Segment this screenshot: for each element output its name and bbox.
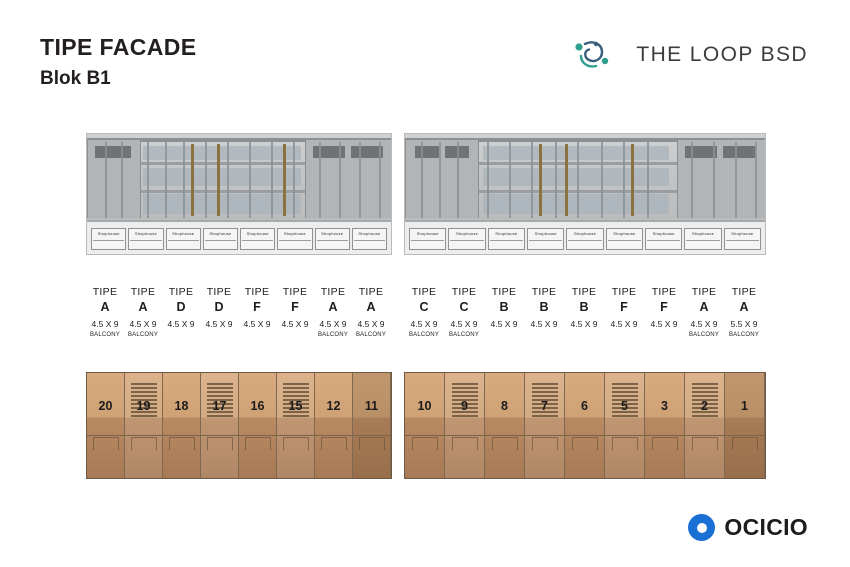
shophouse-label: Shophouse [209,231,232,236]
type-label-dimension: 4.5 X 9 [530,319,558,330]
type-label-note: BALCONY [688,332,720,339]
type-label-word: TIPE [130,286,156,298]
shophouse-sill [608,240,641,246]
plan-unit-number: 16 [250,399,265,413]
type-label-letter: D [214,300,224,315]
shophouse-sill [647,240,680,246]
type-label-note: BALCONY [408,332,440,339]
shophouse-label: Shophouse [691,231,715,236]
type-label-letter: B [499,300,509,315]
shophouse-unit [409,228,446,250]
shophouse-label: Shophouse [321,231,344,236]
plan-unit-number: 6 [581,399,588,413]
title-subtitle: Blok B1 [40,68,111,90]
plan-unit [277,373,315,478]
shophouse-label: Shophouse [731,231,754,236]
shophouse-unit [645,228,682,250]
plan-divider [525,435,564,436]
loop-logo-icon [572,38,624,72]
type-label-cell [86,285,124,338]
type-label-cell [238,285,276,330]
shophouse-sill [93,240,124,246]
type-labels-left [86,285,390,347]
type-label-letter: B [539,300,549,315]
plan-entry-symbol-icon [412,437,438,450]
type-label-letter: F [660,300,668,315]
plan-entry-symbol-icon [572,437,598,450]
shophouse-label: Shophouse [455,231,479,236]
shophouse-unit [566,228,603,250]
plan-unit-number: 5 [621,399,628,413]
type-label-dimension: 4.5 X 9 [690,319,718,330]
plan-unit [353,373,391,478]
shophouse-label: Shophouse [495,231,518,236]
shophouse-label: Shophouse [134,231,157,236]
shophouse-sill [354,240,385,246]
shophouse-sill [726,240,759,246]
type-label-letter: F [253,300,261,315]
type-label-cell [162,285,200,330]
plan-unit [405,373,445,478]
type-label-word: TIPE [320,286,346,298]
facade-dark-panel [415,146,439,158]
plan-unit [315,373,353,478]
plan-unit-number: 10 [417,399,432,413]
type-label-dimension: 4.5 X 9 [490,319,518,330]
type-label-word: TIPE [691,286,717,298]
site-plan-right [404,372,766,479]
plan-unit [239,373,277,478]
type-label-cell [404,285,444,338]
shophouse-sill [450,240,483,246]
plan-entry-symbol-icon [245,437,271,450]
type-label-letter: A [138,300,148,315]
shophouse-unit [527,228,564,250]
facade-shophouse-row-left [87,220,391,255]
type-label-word: TIPE [92,286,118,298]
plan-divider [485,435,524,436]
facade-upper-right [405,134,765,220]
type-label-cell [684,285,724,338]
type-label-word: TIPE [571,286,597,298]
shophouse-label: Shophouse [416,231,439,236]
shophouse-label: Shophouse [652,231,675,236]
type-label-cell [314,285,352,338]
plan-divider [445,435,484,436]
type-label-cell [644,285,684,330]
plan-unit-number: 18 [174,399,189,413]
type-label-word: TIPE [731,286,757,298]
shophouse-label: Shophouse [97,231,120,236]
shophouse-unit [203,228,238,250]
shophouse-unit [91,228,126,250]
type-label-dimension: 4.5 X 9 [281,319,309,330]
plan-unit [87,373,125,478]
plan-divider [605,435,644,436]
type-label-letter: A [100,300,110,315]
shophouse-sill [168,240,199,246]
type-label-cell [484,285,524,330]
plan-divider [239,435,276,436]
type-label-dimension: 4.5 X 9 [243,319,271,330]
plan-unit-number: 1 [741,399,748,413]
type-label-note: BALCONY [355,332,387,339]
plan-entry-symbol-icon [652,437,678,450]
shophouse-unit [128,228,163,250]
type-label-dimension: 5.5 X 9 [730,319,758,330]
plan-unit [605,373,645,478]
shophouse-sill [411,240,444,246]
shophouse-sill [130,240,161,246]
shophouse-label: Shophouse [172,231,195,236]
shophouse-label: Shophouse [358,231,381,236]
plan-divider [87,435,124,436]
type-label-letter: A [739,300,749,315]
plan-entry-symbol-icon [359,437,385,450]
plan-entry-symbol-icon [283,437,309,450]
type-label-dimension: 4.5 X 9 [357,319,385,330]
type-label-word: TIPE [531,286,557,298]
footer-logo [688,514,808,541]
plan-unit-number: 11 [364,399,379,413]
plan-entry-symbol-icon [169,437,195,450]
shophouse-unit [448,228,485,250]
type-label-word: TIPE [168,286,194,298]
type-label-dimension: 4.5 X 9 [167,319,195,330]
shophouse-sill [317,240,348,246]
plan-unit-number: 8 [501,399,508,413]
type-label-cell [564,285,604,330]
plan-entry-symbol-icon [532,437,558,450]
type-label-dimension: 4.5 X 9 [91,319,119,330]
shophouse-sill [279,240,310,246]
type-label-note: BALCONY [89,332,121,339]
type-label-cell [200,285,238,330]
site-plan-left [86,372,392,479]
shophouse-sill [529,240,562,246]
plan-divider [125,435,162,436]
plan-divider [645,435,684,436]
shophouse-unit [166,228,201,250]
type-label-note: BALCONY [728,332,760,339]
shophouse-unit [352,228,387,250]
type-label-letter: A [366,300,376,315]
type-label-note: BALCONY [448,332,480,339]
plan-divider [405,435,444,436]
shophouse-unit [684,228,721,250]
shophouse-unit [724,228,761,250]
facade-dark-panel [95,146,131,158]
facade-elevation-left [86,133,392,255]
type-label-cell [276,285,314,330]
facade-upper-left [87,134,391,220]
plan-entry-symbol-icon [612,437,638,450]
type-label-cell [724,285,764,338]
plan-unit [125,373,163,478]
page-title [40,34,196,90]
plan-unit-number: 2 [701,399,708,413]
shophouse-unit [606,228,643,250]
facade-elevation-right [404,133,766,255]
type-label-note: BALCONY [127,332,159,339]
shophouse-sill [490,240,523,246]
type-label-cell [604,285,644,330]
plan-unit-number: 3 [661,399,668,413]
plan-divider [315,435,352,436]
type-label-word: TIPE [451,286,477,298]
type-label-dimension: 4.5 X 9 [610,319,638,330]
type-label-word: TIPE [244,286,270,298]
plan-unit [445,373,485,478]
type-label-word: TIPE [282,286,308,298]
plan-entry-symbol-icon [93,437,119,450]
shophouse-label: Shophouse [246,231,269,236]
shophouse-label: Shophouse [534,231,557,236]
type-label-cell [124,285,162,338]
plan-divider [353,435,390,436]
plan-divider [725,435,764,436]
brand-logo [572,38,808,72]
type-label-word: TIPE [411,286,437,298]
type-label-cell [524,285,564,330]
shophouse-label: Shophouse [283,231,306,236]
type-label-word: TIPE [651,286,677,298]
type-label-dimension: 4.5 X 9 [650,319,678,330]
shophouse-sill [686,240,719,246]
type-label-dimension: 4.5 X 9 [450,319,478,330]
type-label-letter: F [620,300,628,315]
title-main: TIPE FACADE [40,34,197,60]
type-label-letter: F [291,300,299,315]
shophouse-sill [205,240,236,246]
plan-unit [201,373,239,478]
type-label-letter: D [176,300,186,315]
plan-unit-number: 7 [541,399,548,413]
plan-unit-number: 20 [98,399,113,413]
ocicio-dot-icon [688,514,715,541]
plan-divider [163,435,200,436]
facade-dark-panel [723,146,755,158]
type-label-letter: B [579,300,589,315]
type-label-dimension: 4.5 X 9 [570,319,598,330]
type-label-letter: A [699,300,709,315]
type-label-word: TIPE [611,286,637,298]
plan-entry-symbol-icon [692,437,718,450]
shophouse-unit [315,228,350,250]
footer-logo-text: OCICIO [724,514,808,540]
plan-entry-symbol-icon [131,437,157,450]
type-label-word: TIPE [358,286,384,298]
type-label-word: TIPE [491,286,517,298]
shophouse-sill [242,240,273,246]
type-label-note: BALCONY [317,332,349,339]
plan-entry-symbol-icon [321,437,347,450]
plan-unit [525,373,565,478]
type-label-cell [352,285,390,338]
plan-divider [685,435,724,436]
plan-unit-number: 17 [212,399,227,413]
plan-unit [485,373,525,478]
plan-unit [163,373,201,478]
facade-shophouse-row-right [405,220,765,255]
plan-divider [565,435,604,436]
type-label-letter: C [419,300,429,315]
shophouse-unit [277,228,312,250]
shophouse-label: Shophouse [613,231,636,236]
plan-divider [277,435,314,436]
type-label-dimension: 4.5 X 9 [319,319,347,330]
plan-entry-symbol-icon [207,437,233,450]
plan-unit-number: 19 [136,399,151,413]
shophouse-label: Shophouse [573,231,597,236]
plan-divider [201,435,238,436]
plan-entry-symbol-icon [492,437,518,450]
shophouse-unit [240,228,275,250]
plan-unit-number: 9 [461,399,468,413]
type-label-letter: C [459,300,469,315]
type-labels-right [404,285,764,347]
brand-name: THE LOOP BSD [636,43,808,66]
type-label-dimension: 4.5 X 9 [129,319,157,330]
type-label-cell [444,285,484,338]
plan-unit [685,373,725,478]
type-label-word: TIPE [206,286,232,298]
plan-entry-symbol-icon [452,437,478,450]
type-label-dimension: 4.5 X 9 [410,319,438,330]
plan-unit-number: 15 [288,399,303,413]
plan-unit [645,373,685,478]
shophouse-sill [568,240,601,246]
type-label-dimension: 4.5 X 9 [205,319,233,330]
plan-entry-symbol-icon [732,437,758,450]
shophouse-unit [488,228,525,250]
plan-unit [725,373,765,478]
plan-unit [565,373,605,478]
plan-unit-number: 12 [326,399,341,413]
type-label-letter: A [328,300,338,315]
